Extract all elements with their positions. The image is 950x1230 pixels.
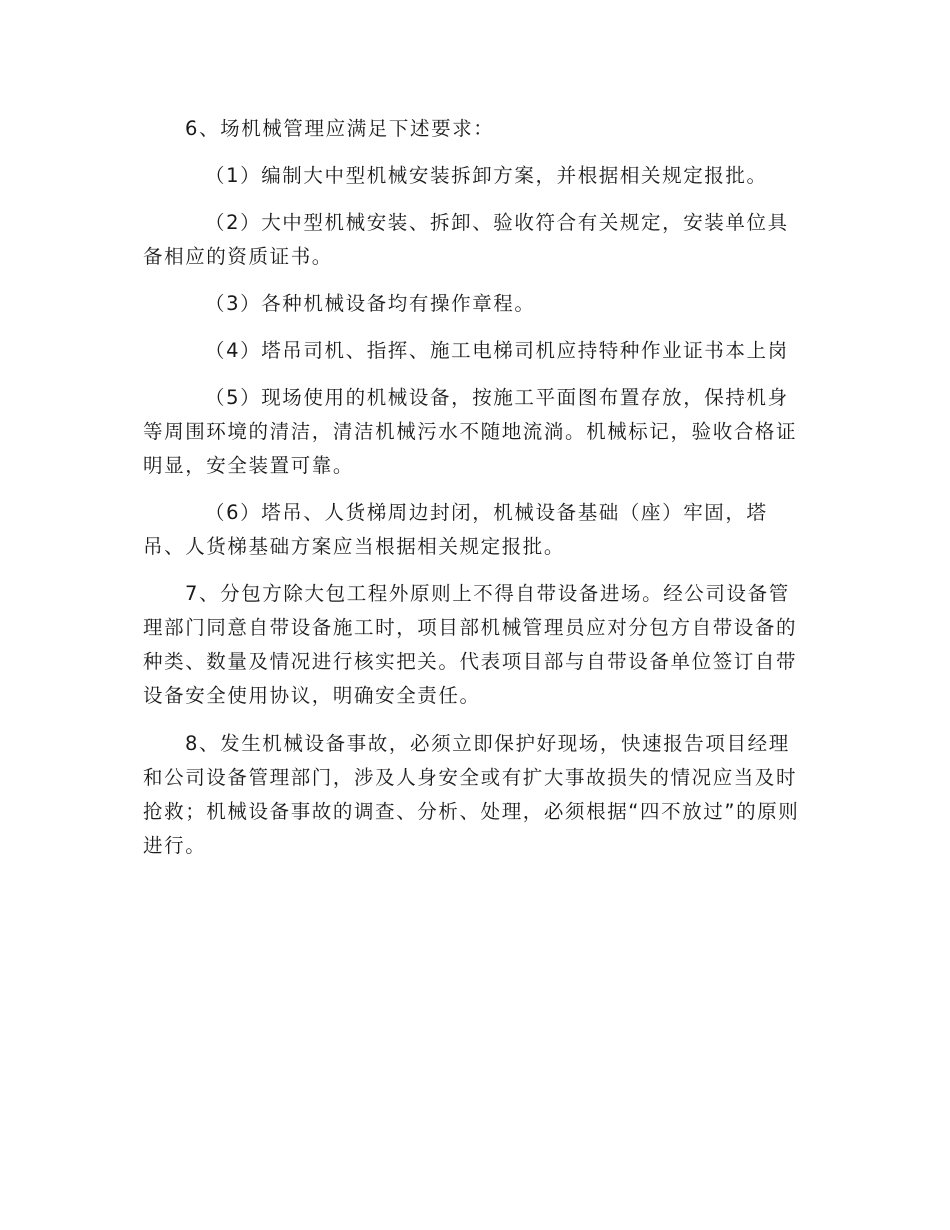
paragraph-item-7: 7、分包方除大包工程外原则上不得自带设备进场。经公司设备管理部门同意自带设备施工时，项目部机械管理员应对分包方自带设备的种类、数量及情况进行核实把关。代表项目部与自带设备单位签订自带设备安全使用协议，明确安全责任。 [143, 582, 798, 707]
paragraph-sub-4: （4）塔吊司机、指挥、施工电梯司机应持特种作业证书本上岗 [205, 339, 789, 362]
paragraph-sub-1: （1）编制大中型机械安装拆卸方案，并根据相关规定报批。 [205, 164, 768, 187]
paragraph-item-6: 6、场机械管理应满足下述要求： [185, 117, 495, 140]
paragraph-sub-5: （5）现场使用的机械设备，按施工平面图布置存放，保持机身等周围环境的清洁，清洁机械污水不随地流淌。机械标记，验收合格证明显，安全装置可靠。 [143, 386, 798, 477]
paragraph-item-8: 8、发生机械设备事故，必须立即保护好现场，快速报告项目经理和公司设备管理部门，涉及人身安全或有扩大事故损失的情况应当及时抢救；机械设备事故的调查、分析、处理，必须根据“四不放过”的原则进行。 [143, 732, 800, 857]
paragraph-sub-2: （2）大中型机械安装、拆卸、验收符合有关规定，安装单位具备相应的资质证书。 [143, 211, 789, 268]
paragraph-sub-6: （6）塔吊、人货梯周边封闭，机械设备基础（座）牢固，塔吊、人货梯基础方案应当根据相关规定报批。 [143, 501, 768, 558]
paragraph-sub-3: （3）各种机械设备均有操作章程。 [205, 292, 536, 315]
document-body [143, 112, 807, 863]
